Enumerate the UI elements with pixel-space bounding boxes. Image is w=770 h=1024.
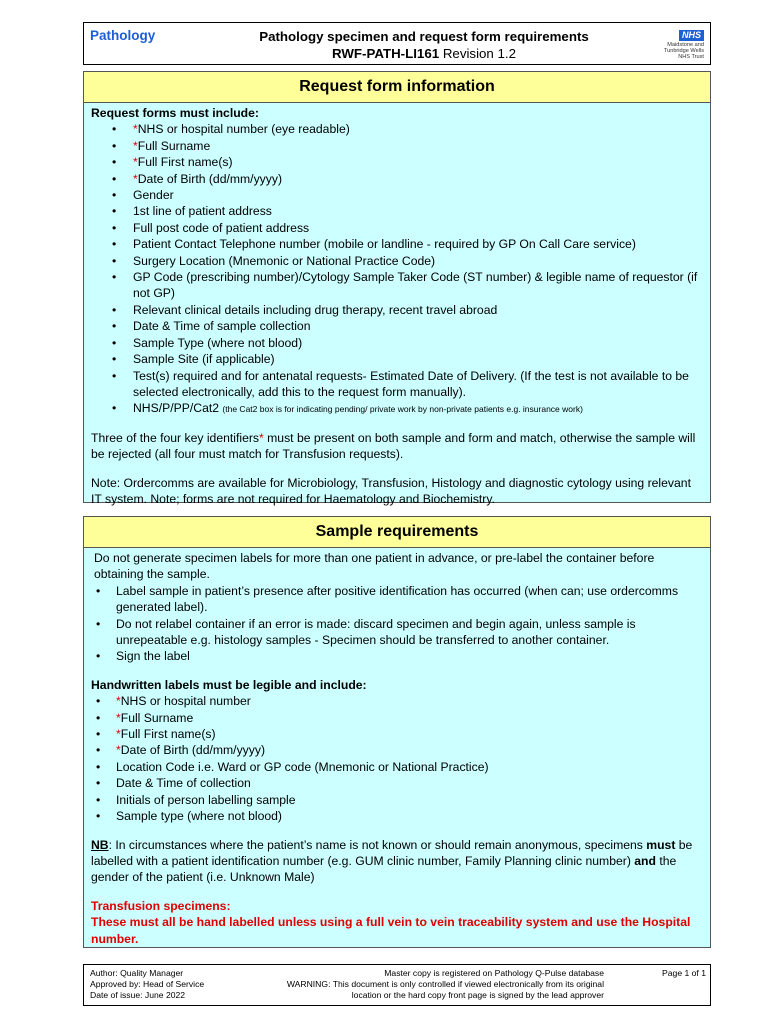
- list-item: • GP Code (prescribing number)/Cytology Sample Taker Code (ST number) & legible name of requestor (if not GP): [91, 269, 703, 302]
- list-item: • Date & Time of collection: [91, 775, 703, 791]
- list-item: • Date & Time of sample collection: [91, 318, 703, 334]
- page-number: Page 1 of 1: [662, 968, 706, 978]
- section-title: Sample requirements: [84, 517, 710, 548]
- nhs-logo: [652, 27, 704, 59]
- list-item: • *NHS or hospital number: [91, 693, 703, 709]
- nb-paragraph: NB: In circumstances where the patient’s name is not known or should remain anonymous, specimens must be labelled with a patient identification number (e.g. GUM clinic number, Family Planning clinic number) and the gender of the patient (i.e. Unknown Male): [91, 837, 693, 885]
- request-form-section: [83, 71, 711, 506]
- list-item: • Full post code of patient address: [91, 220, 703, 236]
- list-item: • Sample Site (if applicable): [91, 351, 703, 367]
- list-item: • Sample Type (where not blood): [91, 335, 703, 351]
- list-item: • NHS/P/PP/Cat2 (the Cat2 box is for indicating pending/ private work by non-private patients e.g. insurance work): [91, 400, 703, 417]
- list-item: • *Full Surname: [91, 138, 703, 154]
- list-item: • Gender: [91, 187, 703, 203]
- handwritten-labels-heading: Handwritten labels must be legible and include:: [91, 677, 367, 692]
- list-item: • Sample type (where not blood): [91, 808, 703, 824]
- list-item: • *Full Surname: [91, 710, 703, 726]
- list-item: • *Full First name(s): [91, 726, 703, 742]
- section-intro: Request forms must include:: [91, 106, 259, 120]
- footer-control-notice: Master copy is registered on Pathology Q-Pulse database WARNING: This document is only controlled if viewed electronically from its original location or the hard copy front page is signed by the lead approver: [286, 968, 604, 1000]
- list-item: • Location Code i.e. Ward or GP code (Mnemonic or National Practice): [91, 759, 703, 775]
- handwritten-labels-list: [91, 693, 703, 824]
- document-title: Pathology specimen and request form requirements: [259, 29, 589, 44]
- department-label: Pathology: [90, 28, 156, 43]
- list-item: • *NHS or hospital number (eye readable): [91, 121, 703, 137]
- list-item: • Surgery Location (Mnemonic or National Practice Code): [91, 253, 703, 269]
- document-code: RWF-PATH-LI161: [332, 46, 440, 61]
- footer-authorship: Author: Quality Manager Approved by: Head of Service Date of issue: June 2022: [90, 968, 205, 1000]
- ordercomms-note: Note: Ordercomms are available for Microbiology, Transfusion, Histology and diagnostic cytology using relevant IT system. Note; forms are not required for Haematology and Biochemistry.: [91, 475, 691, 506]
- sample-requirements-section: [83, 516, 711, 948]
- list-item: • Test(s) required and for antenatal requests- Estimated Date of Delivery. (If the test is not available to be selected electronically, add this to the request form manually).: [91, 368, 703, 401]
- list-item: • Initials of person labelling sample: [91, 792, 703, 808]
- list-item: • Relevant clinical details including drug therapy, recent travel abroad: [91, 302, 703, 318]
- nhs-logo-mark: NHS: [679, 30, 704, 41]
- request-form-list: [91, 121, 703, 400]
- key-identifiers-paragraph: Three of the four key identifiers* must be present on both sample and form and match, otherwise the sample will be rejected (all four must match for Transfusion requests).: [91, 430, 696, 462]
- transfusion-heading: Transfusion specimens:: [91, 898, 231, 913]
- list-item: • Sign the label: [91, 648, 703, 664]
- list-item: • Patient Contact Telephone number (mobile or landline - required by GP On Call Care service): [91, 236, 703, 252]
- list-item: • Do not relabel container if an error is made: discard specimen and begin again, unless sample is unrepeatable e.g. histology samples - Specimen should be transferred to another container.: [91, 616, 703, 649]
- document-footer: [83, 964, 711, 1006]
- transfusion-text: These must all be hand labelled unless using a full vein to vein traceability system and use the Hospital number.: [91, 915, 691, 946]
- list-item: • *Date of Birth (dd/mm/yyyy): [91, 171, 703, 187]
- document-revision: Revision 1.2: [442, 46, 516, 61]
- list-item: • *Full First name(s): [91, 154, 703, 170]
- document-header: [83, 22, 711, 65]
- trust-name: Maidstone and Tunbridge Wells NHS Trust: [663, 42, 704, 60]
- list-item: • 1st line of patient address: [91, 203, 703, 219]
- list-item: • Label sample in patient’s presence after positive identification has occurred (when can; use ordercomms generated label).: [91, 583, 703, 616]
- document-title-block: [214, 28, 634, 62]
- section-title: Request form information: [84, 72, 710, 103]
- labelling-rules-list: [91, 583, 703, 665]
- list-item: • *Date of Birth (dd/mm/yyyy): [91, 742, 703, 758]
- section-intro: Do not generate specimen labels for more than one patient in advance, or pre-label the container before obtaining the sample.: [94, 551, 655, 582]
